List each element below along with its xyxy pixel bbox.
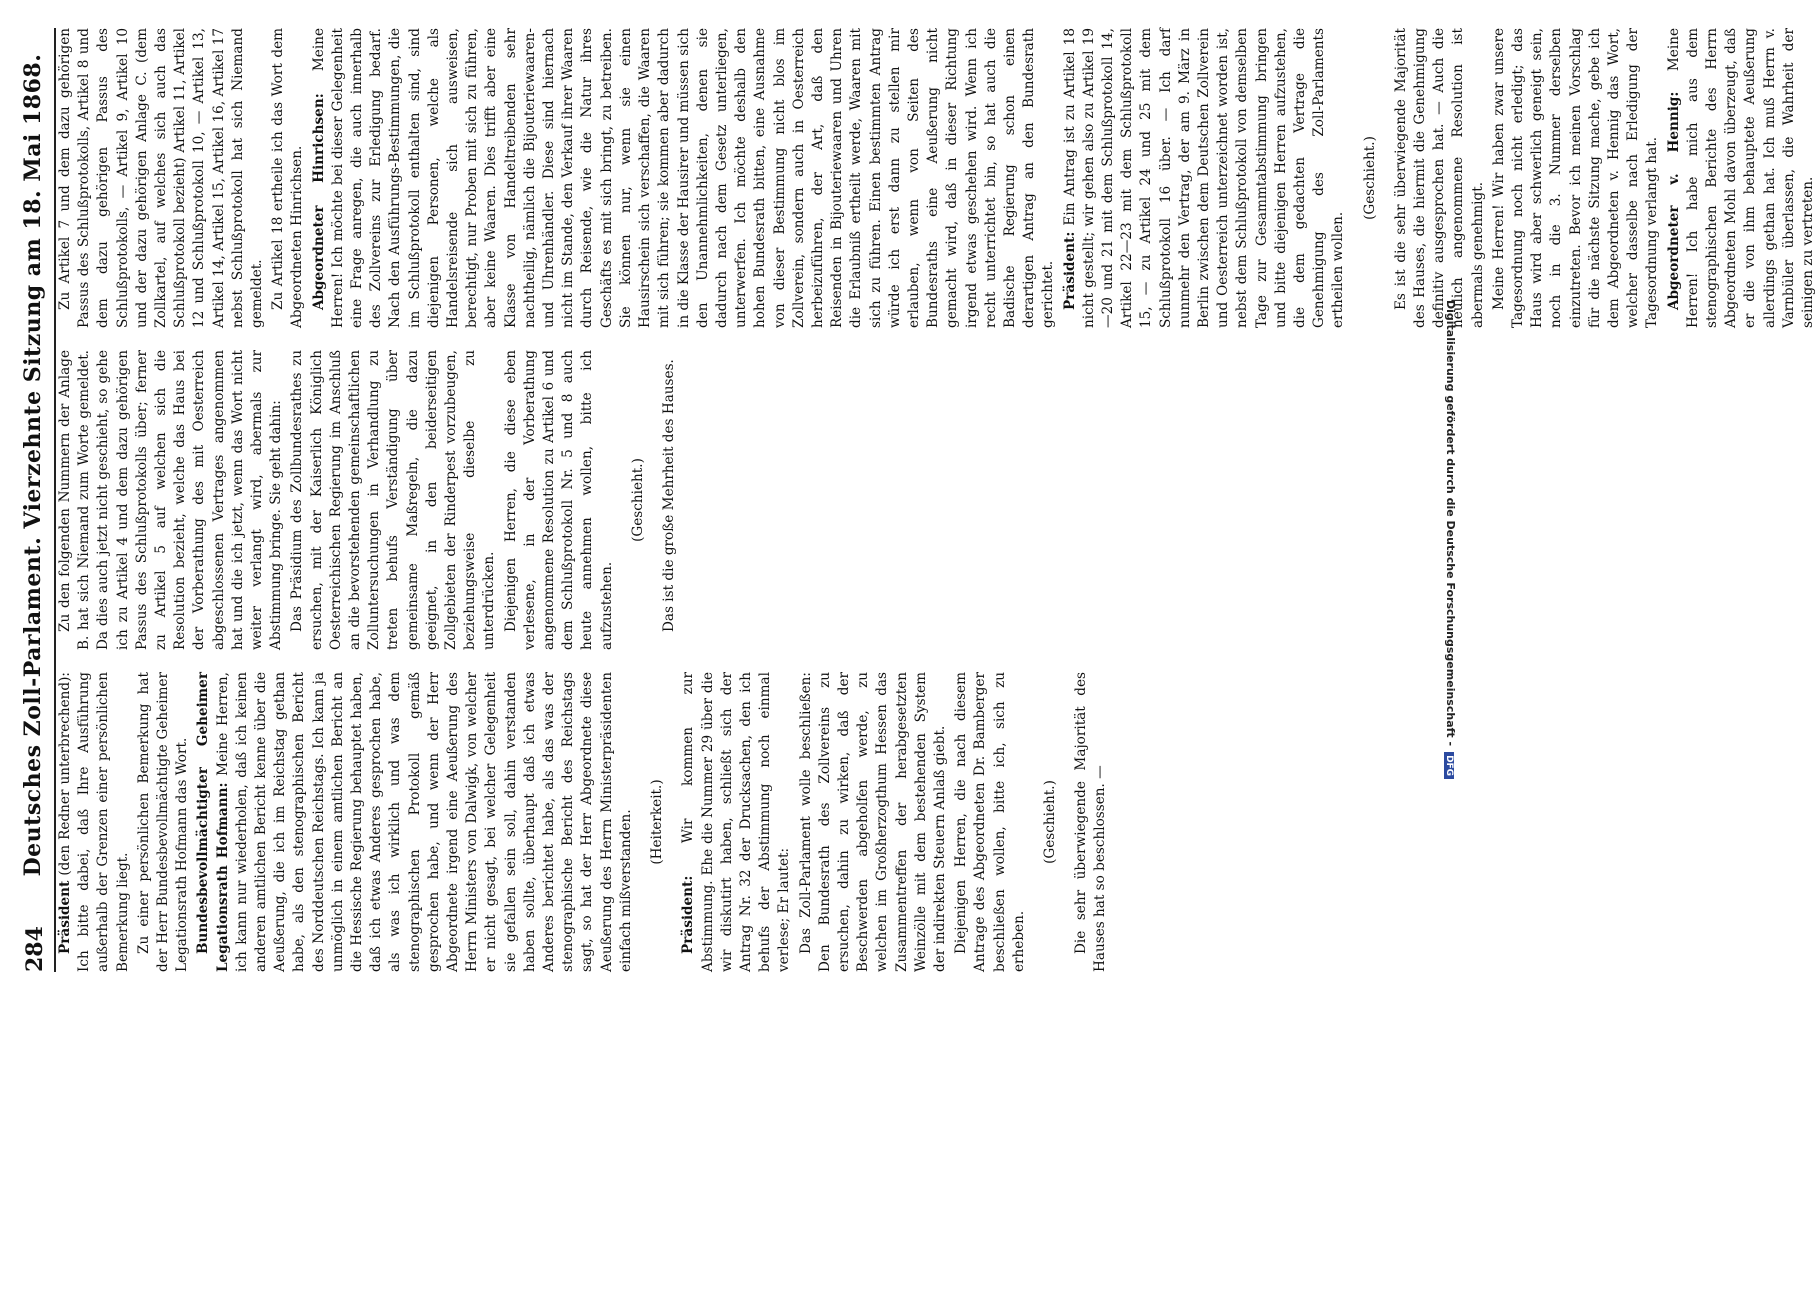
paragraph: Es ist die sehr überwiegende Majorität des Hauses, die hiermit die Genehmigung definitiv ausgesprochen hat. — Auch die neulich angenommene Resolution ist abermals genehmigt. — [1392, 28, 1486, 328]
paragraph: Präsident (den Redner unterbrechend): Ich bitte dabei, daß Ihre Ausführung außerhalb der Grenzen einer persönlichen Bemerkung liegt. — [57, 672, 131, 972]
paragraph: Zu Artikel 7 und dem dazu gehörigen Passus des Schlußprotokolls, Artikel 8 und dem dazu gehörigen Passus des Schlußprotokolls, — Artikel 9, Artikel 10 und der dazu gehörigen Anlage C. (dem Zollkartel, auf welches sich auch das Schlußprotokoll bezieht) Artikel 11, Artikel 12 und Schlußprotokoll 10, — Artikel 13, Artikel 14, Artikel 15, Artikel 16, Artikel 17 nebst Schlußprotokoll hat sich Niemand gemeldet. — [57, 28, 266, 328]
column-right — [56, 28, 1817, 328]
paragraph: Abgeordneter v. Hennig: Meine Herren! Ich habe mich aus dem stenographischen Berichte des Herrn Abgeordneten Mohl davon überzeugt, daß er die von ihm behauptete Aeußerung allerdings gethan hat. Ich muß Herrn v. Varnbüler überlassen, die Wahrheit der seinigen zu vertreten. — [1665, 28, 1817, 328]
paragraph: Zu einer persönlichen Bemerkung hat der Herr Bundesbevollmächtigte Geheimer Legationsrath Hofmann das Wort. — [135, 672, 191, 972]
stage-direction: (Geschieht.) — [1361, 136, 1378, 220]
stage-direction: (Heiterkeit.) — [649, 779, 666, 865]
paragraph: Abgeordneter Hinrichsen: Meine Herren! Ich möchte bei dieser Gelegenheit eine Frage anregen, die auch innerhalb des Zollvereins zur Erledigung bedarf. Nach den Ausführungs-Bestimmungen, die im Schlußprotokoll enthalten sind, sind diejenigen Personen, welche als Handelsreisende sich ausweisen, berechtigt, nur Proben mit sich zu führen, aber keine Waaren. Dies trifft aber eine Klasse von Handeltreibenden sehr nachtheilig, nämlich die Bijouteriewaaren- und Uhrenhändler. Diese sind hiernach nicht im Stande, den Verkauf ihrer Waaren durch Reisende, wie die Natur ihres Geschäfts es mit sich bringt, zu betreiben. Sie können nur, wenn sie einen Hausirschein sich verschaffen, die Waaren mit sich führen; sie kommen aber dadurch in die Klasse der Hausirer und müssen sich den Unannehmlichkeiten, denen sie dadurch nach dem Gesetz unterliegen, unterwerfen. Ich möchte deshalb den hohen Bundesrath bitten, eine Ausnahme von dieser Bestimmung nicht blos im Zollverein, sondern auch in Oesterreich herbeizuführen, der Art, daß den Reisenden in Bijouteriewaaren und Uhren die Erlaubniß ertheilt werde, Waaren mit sich zu führen. Einen bestimmten Antrag würde ich erst dann zu stellen mir erlauben, wenn von Seiten des Bundesraths eine Aeußerung nicht gemacht wird, daß in dieser Richtung irgend etwas geschehen wird. Wenn ich recht unterrichtet bin, so hat auch die Badische Regierung schon einen derartigen Antrag an den Bundesrath gerichtet. — [310, 28, 1057, 328]
paragraph: Zu Artikel 18 ertheile ich das Wort dem Abgeordneten Hinrichsen. — [270, 28, 306, 328]
paragraph: Diejenigen Herren, die nach diesem Antrage des Abgeordneten Dr. Bamberger beschließen wollen, bitte ich, sich zu erheben. — [953, 672, 1027, 972]
digitization-credit — [1444, 0, 1457, 1300]
paragraph: Meine Herren! Wir haben zwar unsere Tagesordnung noch nicht erledigt; das Haus wird aber schwerlich geneigt sein, noch in die 3. Nummer derselben einzutreten. Bevor ich meinen Vorschlag für die nächste Sitzung mache, gebe ich dem Abgeordneten v. Hennig das Wort, welcher dasselbe nach Erledigung der Tagesordnung verlangt hat. — [1490, 28, 1661, 328]
dfg-logo: DFG — [1444, 752, 1454, 779]
paragraph: Das Präsidium des Zollbundesrathes zu ersuchen, mit der Kaiserlich Königlich Oesterreichischen Regierung im Anschluß an die bevorstehenden gemeinschaftlichen Zolluntersuchungen in Verhandlung zu treten behufs Verständigung über gemeinsame Maßregeln, die dazu geeignet, in den beiderseitigen Zollgebieten der Rinderpest vorzubeugen, beziehungsweise dieselbe zu unterdrücken. — [289, 350, 498, 650]
page-number: 284 — [22, 926, 48, 972]
paragraph: Die sehr überwiegende Majorität des Hauses hat so beschlossen. — — [1073, 672, 1109, 972]
speaker-name: Abgeordneter Hinrichsen: — [310, 93, 327, 310]
page-title: Deutsches Zoll-Parlament. Vierzehnte Sitzung am 18. Mai 1868. — [20, 53, 46, 877]
paragraph: Präsident: Wir kommen zur Abstimmung. Ehe die Nummer 29 über die wir diskutirt haben, schließt sich der Antrag Nr. 32 der Drucksachen, den ich behufs der Abstimmung noch einmal verlese; Er lautet: — [680, 672, 793, 972]
paragraph: Zu den folgenden Nummern der Anlage B. hat sich Niemand zum Worte gemeldet. Da dies auch jetzt nicht geschieht, so gehe ich zu Artikel 4 und dem dazu gehörigen Passus des Schlußprotokolls über; ferner zu Artikel 5 auf welchen sich die Resolution bezieht, welche das Haus bei der Vorberathung des mit Oesterreich abgeschlossenen Vertrages angenommen hat und die ich jetzt, wenn das Wort nicht weiter verlangt wird, abermals zur Abstimmung bringe. Sie geht dahin: — [57, 350, 285, 650]
column-middle — [56, 350, 1420, 650]
speaker-name: Präsident — [57, 880, 73, 954]
paragraph: Das Zoll-Parlament wolle beschließen: Den Bundesrath des Zollvereins zu ersuchen, dahin zu wirken, daß der Beschwerden abgeholfen werde, zu welchen im Großherzogthum Hessen das Zusammentreffen der herabgesetzten Weinzölle mit dem bestehenden System der indirekten Steuern Anlaß giebt. — [797, 672, 948, 972]
paragraph: Bundesbevollmächtigter Geheimer Legationsrath Hofmann: Meine Herren, ich kann nur wiederholen, daß ich keinen anderen amtlichen Bericht kenne über die Aeußerung, die ich im Reichstag gethan habe, als den stenographischen Bericht des Norddeutschen Reichstags. Ich kann ja unmöglich in einem amtlichen Bericht an die Hessische Regierung behauptet haben, daß ich etwas Anderes gesprochen habe, als was ich wirklich und was dem stenographischen Protokoll gemäß gesprochen habe, und wenn der Herr Abgeordnete irgend eine Aeußerung des Herrn Ministers von Dalwigk, von welcher er nicht gesagt, bei welcher Gelegenheit sie gefallen sein soll, dahin verstanden haben sollte, überhaupt daß ich etwas Anderes berichtet habe, als das was der stenographische Bericht des Reichstags sagt, so hat der Herr Abgeordnete diese Aeußerung des Herrn Ministerpräsidenten einfach mißverstanden. — [195, 672, 634, 972]
stage-direction: (Geschieht.) — [629, 458, 646, 542]
speaker-name: Abgeordneter v. Hennig: — [1665, 91, 1682, 310]
speaker-name: Präsident: — [680, 875, 697, 954]
paragraph: Präsident: Ein Antrag ist zu Artikel 18 nicht gestellt; wir gehen also zu Artikel 19—20 und 21 mit dem Schlußprotokoll 14, Artikel 22—23 mit dem Schlußprotokoll 15, — zu Artikel 24 und 25 mit dem Schlußprotokoll 16 über. — Ich darf nunmehr den Vertrag, der am 9. März in Berlin zwischen dem Deutschen Zollverein und Oesterreich unterzeichnet worden ist, nebst dem Schlußprotokoll von demselben Tage zur Gesammtabstimmung bringen und bitte diejenigen Herren aufzustehen, die dem gedachten Vertrage die Genehmigung des Zoll-Parlaments ertheilen wollen. — [1061, 28, 1347, 328]
column-left — [56, 672, 1420, 972]
paragraph: Das ist die große Mehrheit des Hauses. — [661, 359, 678, 632]
page-header — [20, 0, 56, 1000]
speaker-name: Bundesbevollmächtigter Geheimer Legationsrath Hofmann: — [195, 672, 231, 972]
credit-label: Digitalisierung gefördert durch die Deutsche Forschungsgemeinschaft - — [1444, 300, 1457, 747]
paragraph: Diejenigen Herren, die diese eben verlesene, in der Vorberathung angenommene Resolution zu Artikel 6 und dem Schlußprotokoll Nr. 5 und 8 auch heute annehmen wollen, bitte ich aufzustehen. — [502, 350, 615, 650]
speaker-name: Präsident: — [1061, 231, 1078, 310]
stage-direction: (Geschieht.) — [1041, 780, 1058, 864]
